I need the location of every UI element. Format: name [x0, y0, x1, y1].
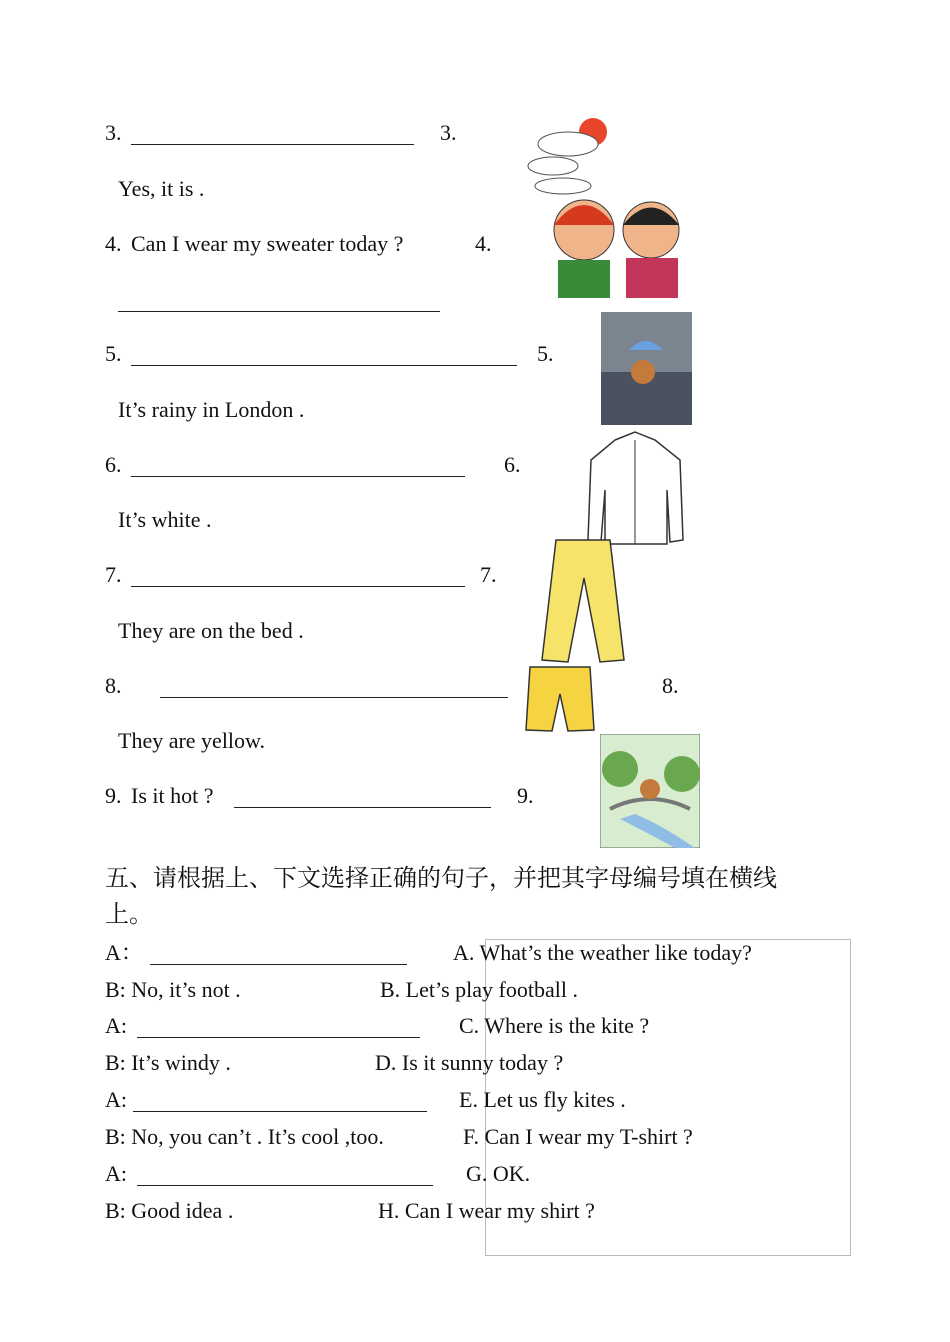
- q7-answer-blank[interactable]: [131, 586, 465, 587]
- dialog-blank-4[interactable]: [137, 1185, 433, 1186]
- option-h: H. Can I wear my shirt ?: [378, 1198, 595, 1223]
- q5-picture-label: 5.: [537, 341, 554, 366]
- dialog-line-8: B: Good idea .: [105, 1198, 234, 1223]
- q8-answer-blank[interactable]: [160, 697, 508, 698]
- q7-picture-label: 7.: [480, 562, 497, 587]
- option-a: A. What’s the weather like today?: [453, 940, 752, 965]
- q3-response: Yes, it is .: [118, 176, 205, 201]
- dialog-line-3: A:: [105, 1013, 127, 1038]
- q6-number: 6.: [105, 452, 122, 477]
- q6-answer-blank[interactable]: [131, 476, 465, 477]
- option-b: B. Let’s play football .: [380, 977, 578, 1002]
- dialog-blank-3[interactable]: [133, 1111, 427, 1112]
- q4-answer-blank[interactable]: [118, 311, 440, 312]
- q6-response: It’s white .: [118, 507, 212, 532]
- dialog-line-2: B: No, it’s not .: [105, 977, 241, 1002]
- section5-heading: 五、请根据上、下文选择正确的句子，并把其字母编号填在横线: [105, 864, 777, 892]
- option-e: E. Let us fly kites .: [459, 1087, 626, 1112]
- option-d: D. Is it sunny today ?: [375, 1050, 564, 1075]
- dialog-blank-2[interactable]: [137, 1037, 420, 1038]
- dialog-line-1: A：: [105, 940, 143, 965]
- q5-answer-blank[interactable]: [131, 365, 517, 366]
- trousers-picture: [538, 538, 626, 664]
- q8-number: 8.: [105, 673, 122, 698]
- q4-picture-label: 4.: [475, 231, 492, 256]
- rainy-picture: [601, 312, 692, 425]
- q5-number: 5.: [105, 341, 122, 366]
- option-f: F. Can I wear my T-shirt ?: [463, 1124, 693, 1149]
- q7-response: They are on the bed .: [118, 618, 304, 643]
- q8-response: They are yellow.: [118, 728, 266, 753]
- q6-picture-label: 6.: [504, 452, 521, 477]
- q8-picture-label: 8.: [662, 673, 679, 698]
- q5-response: It’s rainy in London .: [118, 397, 305, 422]
- q3-number: 3.: [105, 120, 122, 145]
- cloudy-sun-picture: [523, 104, 613, 196]
- dialog-blank-1[interactable]: [150, 964, 407, 965]
- q9-picture-label: 9.: [517, 783, 534, 808]
- q9-answer-blank[interactable]: [234, 807, 491, 808]
- q4-number: 4.: [105, 231, 122, 256]
- q3-picture-label: 3.: [440, 120, 457, 145]
- q7-number: 7.: [105, 562, 122, 587]
- q9-prompt: Is it hot ?: [131, 783, 214, 808]
- children-picture: [546, 185, 686, 298]
- option-g: G. OK.: [466, 1161, 531, 1186]
- park-bridge-picture: [600, 734, 700, 848]
- option-c: C. Where is the kite ?: [459, 1013, 650, 1038]
- q4-prompt: Can I wear my sweater today ?: [131, 231, 404, 256]
- dialog-line-5: A:: [105, 1087, 127, 1112]
- shirt-picture: [585, 430, 686, 545]
- section5-heading-cont: 上。: [105, 900, 153, 928]
- dialog-line-6: B: No, you can’t . It’s cool ,too.: [105, 1124, 384, 1149]
- dialog-line-4: B: It’s windy .: [105, 1050, 231, 1075]
- q9-number: 9.: [105, 783, 122, 808]
- dialog-line-7: A:: [105, 1161, 127, 1186]
- q3-answer-blank[interactable]: [131, 144, 414, 145]
- shorts-picture: [524, 664, 596, 733]
